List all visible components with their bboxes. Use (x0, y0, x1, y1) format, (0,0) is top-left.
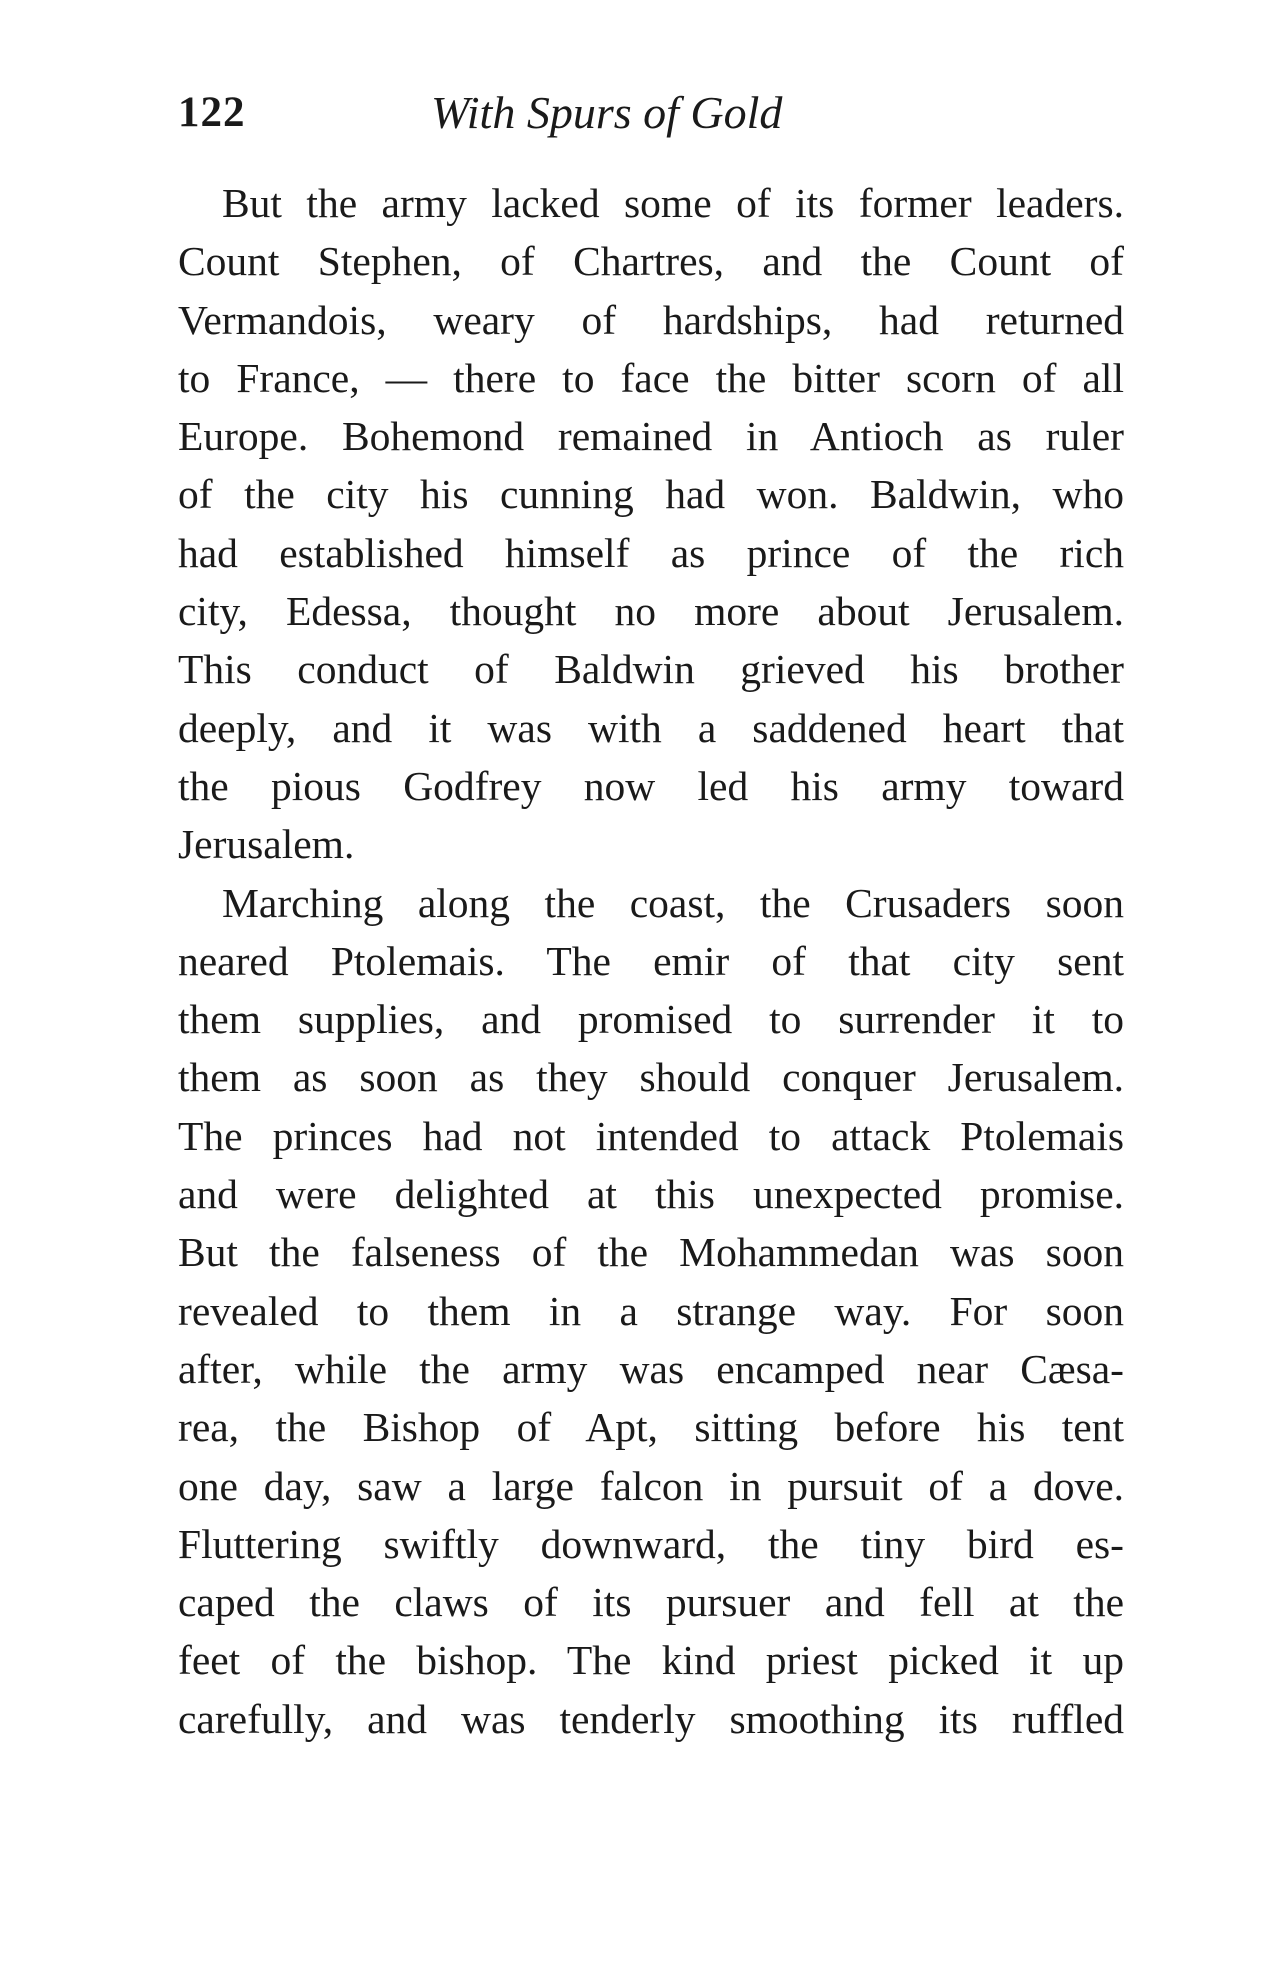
text-line: rea, the Bishop of Apt, sitting before his tent (178, 1404, 1124, 1451)
text-line: one day, saw a large falcon in pursuit of a dove. (178, 1462, 1124, 1509)
text-line: But the army lacked some of its former leaders. (222, 180, 1124, 226)
page-number: 122 (178, 89, 246, 136)
text-line: had established himself as prince of the rich (178, 529, 1124, 576)
text-line: Count Stephen, of Chartres, and the Count of (178, 238, 1124, 285)
text-line: This conduct of Baldwin grieved his brother (178, 646, 1124, 693)
text-line: them as soon as they should conquer Jerusalem. (178, 1054, 1124, 1101)
text-line: Vermandois, weary of hardships, had returned (178, 296, 1124, 343)
text-line: and were delighted at this unexpected promise. (178, 1171, 1124, 1218)
text-line: deeply, and it was with a saddened heart that (178, 704, 1124, 751)
text-line: Jerusalem. (178, 821, 355, 868)
running-head (178, 88, 1124, 148)
text-line: the pious Godfrey now led his army toward (178, 762, 1124, 809)
text-line: carefully, and was tenderly smoothing its ruffled (178, 1695, 1124, 1742)
text-line: after, while the army was encamped near Cæsa- (178, 1345, 1124, 1392)
text-line: caped the claws of its pursuer and fell at the (178, 1579, 1124, 1626)
text-line: Marching along the coast, the Crusaders soon (222, 879, 1124, 926)
running-title: With Spurs of Gold (431, 87, 783, 138)
body-text (178, 174, 1124, 1748)
text-line: feet of the bishop. The kind priest picked it up (178, 1637, 1124, 1684)
text-line: Europe. Bohemond remained in Antioch as ruler (178, 413, 1124, 460)
text-line: Fluttering swiftly downward, the tiny bird es- (178, 1520, 1124, 1567)
text-line: city, Edessa, thought no more about Jerusalem. (178, 588, 1124, 635)
text-line: revealed to them in a strange way. For soon (178, 1287, 1124, 1334)
text-line: neared Ptolemais. The emir of that city sent (178, 937, 1124, 984)
text-line: But the falseness of the Mohammedan was soon (178, 1229, 1124, 1276)
text-line: of the city his cunning had won. Baldwin, who (178, 471, 1124, 518)
text-line: The princes had not intended to attack Ptolemais (178, 1112, 1124, 1159)
text-line: them supplies, and promised to surrender it to (178, 996, 1124, 1043)
text-line: to France, — there to face the bitter scorn of all (178, 354, 1124, 401)
